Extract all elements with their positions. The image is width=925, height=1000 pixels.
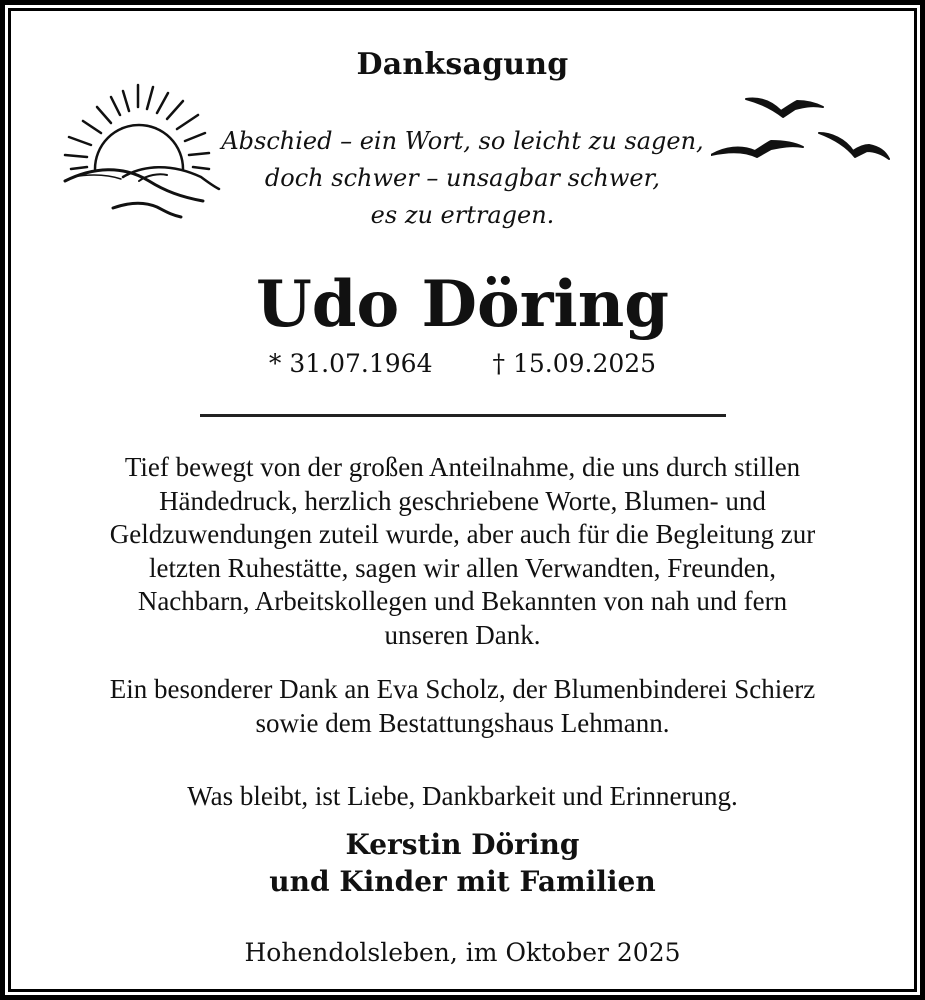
deceased-name: Udo Döring bbox=[255, 267, 670, 342]
divider-rule bbox=[200, 414, 726, 417]
life-dates bbox=[11, 347, 914, 381]
special-thanks-paragraph bbox=[11, 673, 914, 740]
poem-line: Abschied – ein Wort, so leicht zu sagen, bbox=[221, 127, 704, 155]
paragraph-line: unseren Dank. bbox=[384, 619, 541, 650]
thanks-paragraph bbox=[11, 451, 914, 652]
place-and-date: Hohendolsleben, im Oktober 2025 bbox=[244, 938, 681, 967]
signer-line: Kerstin Döring bbox=[345, 828, 580, 861]
poem-line: doch schwer – unsagbar schwer, bbox=[264, 164, 661, 192]
death-date: † 15.09.2025 bbox=[492, 349, 657, 378]
paragraph-line: Händedruck, herzlich geschriebene Worte, Blumen- und bbox=[159, 485, 766, 516]
paragraph-line: sowie dem Bestattungshaus Lehmann. bbox=[255, 707, 670, 738]
paragraph-line: Tief bewegt von der großen Anteilnahme, die uns durch stillen bbox=[124, 452, 801, 482]
paragraph-line: Ein besonderer Dank an Eva Scholz, der Blumenbinderei Schierz bbox=[109, 674, 816, 704]
notice-heading: Danksagung bbox=[356, 47, 569, 82]
signer-line: und Kinder mit Familien bbox=[269, 865, 656, 898]
closing-line: Was bleibt, ist Liebe, Dankbarkeit und Erinnerung. bbox=[187, 781, 738, 811]
birth-date: * 31.07.1964 bbox=[268, 349, 433, 378]
obituary-notice bbox=[11, 11, 914, 989]
poem-verse bbox=[11, 123, 914, 234]
poem-line: es zu ertragen. bbox=[370, 201, 555, 229]
paragraph-line: Geldzuwendungen zuteil wurde, aber auch für die Begleitung zur bbox=[109, 519, 816, 549]
paragraph-line: letzten Ruhestätte, sagen wir allen Verwandten, Freunden, bbox=[148, 552, 777, 583]
signers bbox=[11, 826, 914, 900]
paragraph-line: Nachbarn, Arbeitskollegen und Bekannten von nah und fern bbox=[137, 586, 788, 616]
